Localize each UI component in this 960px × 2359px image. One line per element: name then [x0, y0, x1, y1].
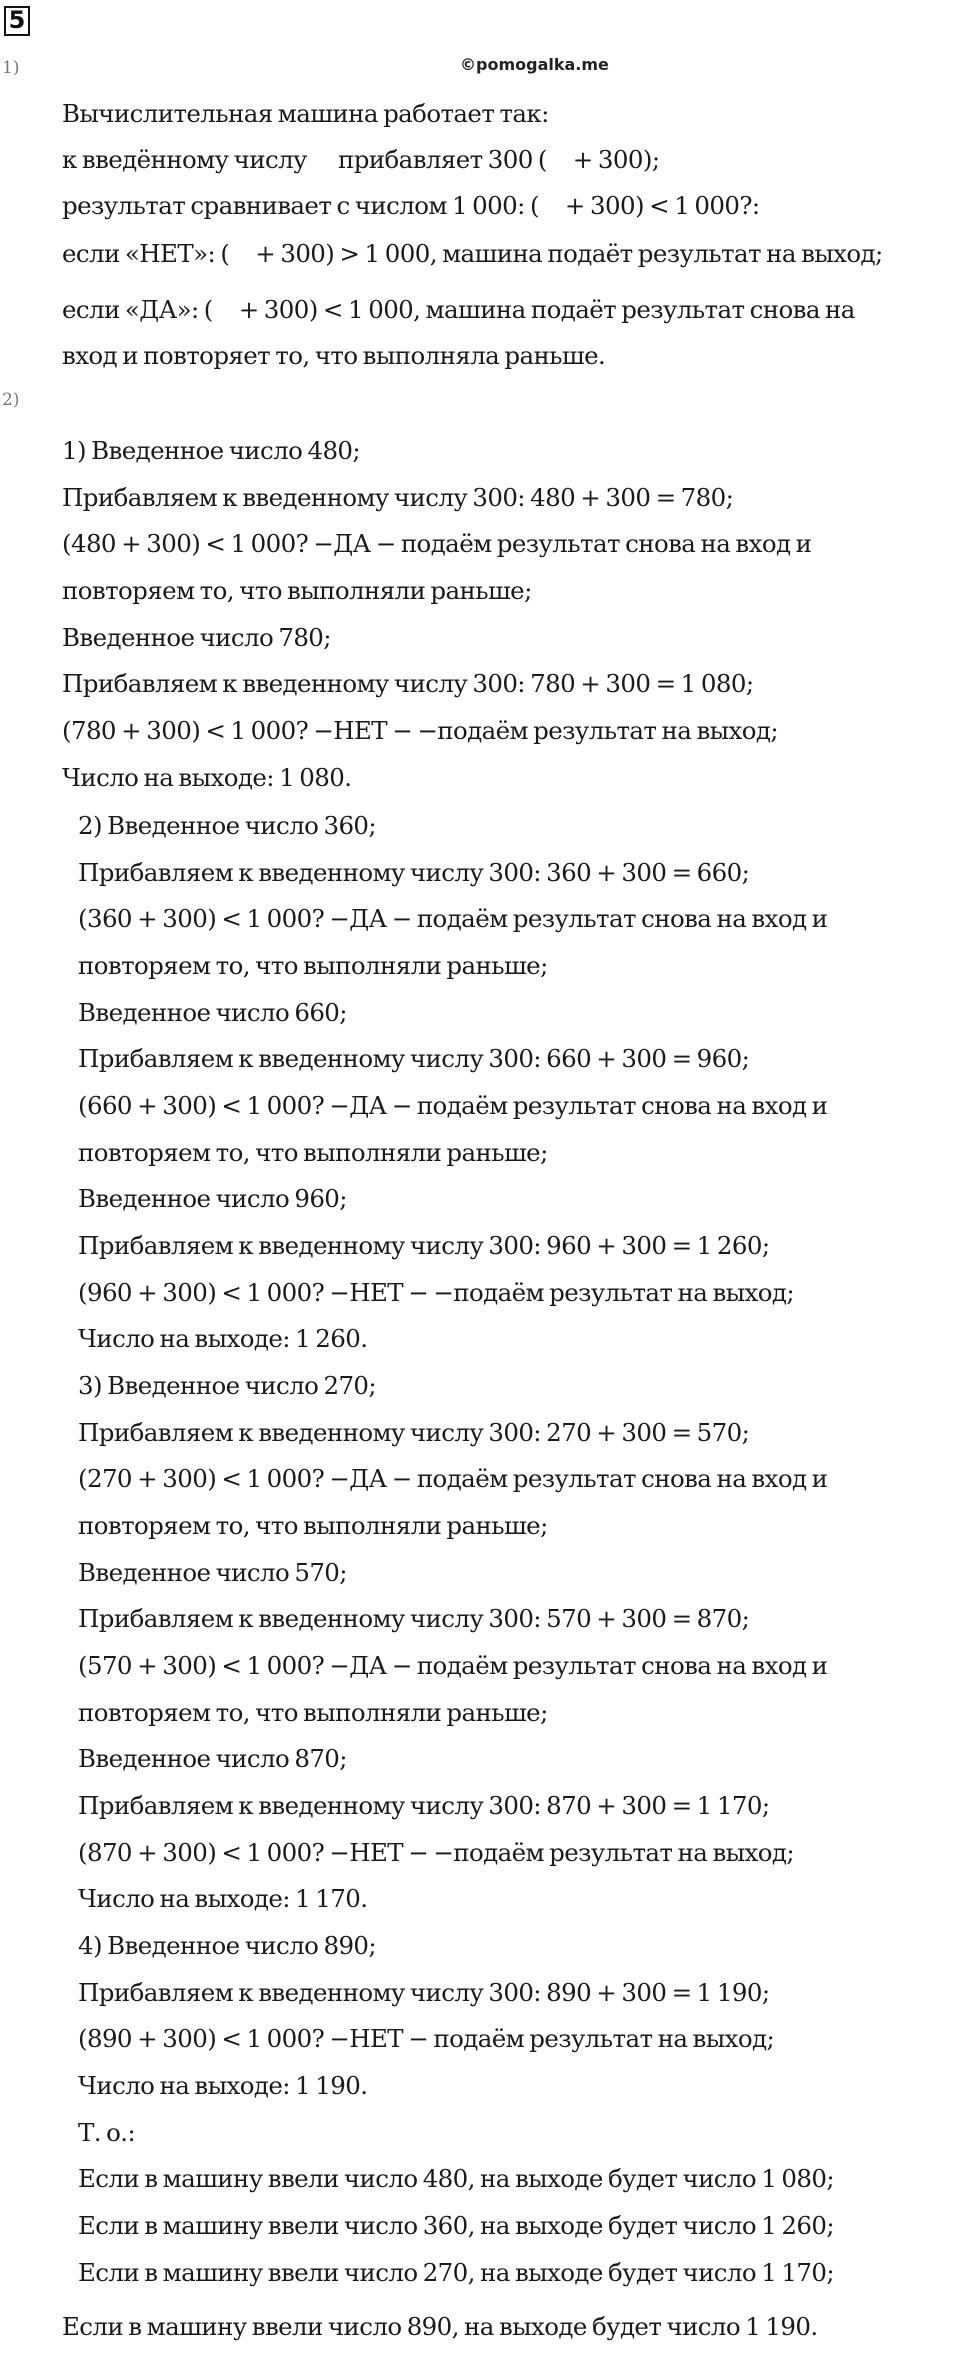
part2-line: Т. о.: — [78, 2118, 136, 2147]
part2-line: Прибавляем к введенному числу 300: 890 + 300 = 1 190; — [78, 1978, 770, 2007]
part2-line: Прибавляем к введенному числу 300: 960 + 300 = 1 260; — [78, 1231, 770, 1260]
part2-line: повторяем то, что выполняли раньше; — [78, 1138, 548, 1167]
part2-line: Введенное число 660; — [78, 998, 347, 1027]
part2-line: Прибавляем к введенному числу 300: 570 + 300 = 870; — [78, 1604, 750, 1633]
part2-line: 4) Введенное число 890; — [78, 1931, 377, 1960]
part2-line: Прибавляем к введенному числу 300: 660 + 300 = 960; — [78, 1044, 750, 1073]
part1-line: если «НЕТ»: ( + 300) > 1 000, машина подаёт результат на выход; — [62, 239, 883, 268]
part2-line: повторяем то, что выполняли раньше; — [78, 1511, 548, 1540]
part2-line: Если в машину ввели число 480, на выходе будет число 1 080; — [78, 2164, 835, 2193]
part1-line: к введённому числу прибавляет 300 ( + 300); — [62, 145, 660, 174]
part2-line: Прибавляем к введенному числу 300: 270 + 300 = 570; — [78, 1418, 750, 1447]
part2-line: повторяем то, что выполняли раньше; — [78, 951, 548, 980]
part1-line: Вычислительная машина работает так: — [62, 99, 549, 128]
part2-line: повторяем то, что выполняли раньше; — [78, 1698, 548, 1727]
part2-line: повторяем то, что выполняли раньше; — [62, 576, 532, 605]
part1-line: если «ДА»: ( + 300) < 1 000, машина подаёт результат снова на — [62, 295, 855, 324]
part2-line: (890 + 300) < 1 000? −НЕТ − подаём результат на выход; — [78, 2024, 775, 2053]
part2-line: Число на выходе: 1 260. — [78, 1324, 368, 1353]
part2-line: Если в машину ввели число 360, на выходе будет число 1 260; — [78, 2211, 835, 2240]
part2-line: Если в машину ввели число 270, на выходе будет число 1 170; — [78, 2258, 835, 2287]
part2-line: 1) Введенное число 480; — [62, 436, 361, 465]
part-2-label: 2) — [2, 390, 20, 410]
part2-line: (570 + 300) < 1 000? −ДА − подаём результат снова на вход и — [78, 1651, 828, 1680]
part2-line: (360 + 300) < 1 000? −ДА − подаём результат снова на вход и — [78, 904, 828, 933]
part2-line: Прибавляем к введенному числу 300: 360 + 300 = 660; — [78, 858, 750, 887]
part2-line: Введенное число 960; — [78, 1184, 347, 1213]
part2-line: Введенное число 780; — [62, 623, 331, 652]
part2-line: 2) Введенное число 360; — [78, 811, 377, 840]
part2-line: Прибавляем к введенному числу 300: 480 + 300 = 780; — [62, 483, 734, 512]
part2-line: Прибавляем к введенному числу 300: 780 + 300 = 1 080; — [62, 669, 754, 698]
watermark: ©pomogalka.me — [460, 55, 609, 74]
part2-line: Введенное число 870; — [78, 1744, 347, 1773]
part1-line: результат сравнивает с числом 1 000: ( + 300) < 1 000?: — [62, 191, 760, 220]
part2-line: Число на выходе: 1 170. — [78, 1884, 368, 1913]
part2-line: (480 + 300) < 1 000? −ДА − подаём результат снова на вход и — [62, 529, 812, 558]
part2-line: (960 + 300) < 1 000? −НЕТ − −подаём результат на выход; — [78, 1278, 795, 1307]
part2-line: (780 + 300) < 1 000? −НЕТ − −подаём результат на выход; — [62, 716, 779, 745]
part2-line: (660 + 300) < 1 000? −ДА − подаём результат снова на вход и — [78, 1091, 828, 1120]
final-summary-line: Если в машину ввели число 890, на выходе будет число 1 190. — [62, 2312, 818, 2341]
part-1-label: 1) — [2, 58, 20, 78]
part1-line: вход и повторяет то, что выполняла раньше. — [62, 341, 606, 370]
part2-line: Прибавляем к введенному числу 300: 870 + 300 = 1 170; — [78, 1791, 770, 1820]
part2-line: 3) Введенное число 270; — [78, 1371, 377, 1400]
part2-line: (270 + 300) < 1 000? −ДА − подаём результат снова на вход и — [78, 1464, 828, 1493]
part2-line: Введенное число 570; — [78, 1558, 347, 1587]
part2-line: Число на выходе: 1 080. — [62, 763, 352, 792]
part2-line: (870 + 300) < 1 000? −НЕТ − −подаём результат на выход; — [78, 1838, 795, 1867]
part2-line: Число на выходе: 1 190. — [78, 2071, 368, 2100]
task-number-badge: 5 — [4, 6, 30, 36]
